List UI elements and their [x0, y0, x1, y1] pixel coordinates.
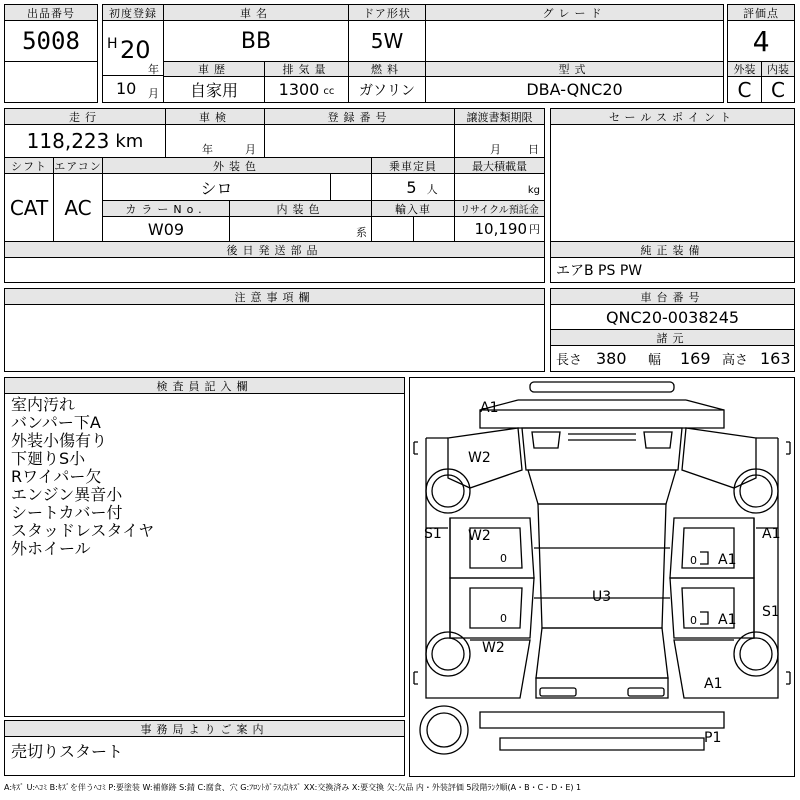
inspector-note-line: 外ホイール [11, 539, 91, 558]
car-name-label: 車名 [163, 4, 349, 21]
inspector-note-line: 外装小傷有り [11, 431, 108, 450]
legend-line: A:ｷｽﾞ U:ﾍｺﾐ B:ｷｽﾞを伴うﾍｺﾐ P:要塗装 W:補修跡 S:錆 C:腐食、穴 G:ﾌﾛﾝﾄｶﾞﾗｽ点ｷｽﾞ XX:交換済み X:要交換 欠:欠品 内・外装評価 5段階ﾗﾝｸ順(A・B・C・D・E) 1 [4, 783, 582, 792]
notes [4, 304, 545, 372]
grade-label: グレード [425, 4, 724, 21]
inspector-notes [4, 393, 405, 717]
registration-number [264, 124, 455, 158]
shift-label: シフト [4, 157, 54, 174]
import-label: 輸入車 [371, 200, 455, 217]
deferred-parts-label: 後日発送部品 [4, 241, 545, 258]
damage-mark-a1-right-low: A1 [718, 612, 737, 628]
damage-mark-zero-right-a: 0 [690, 554, 697, 567]
inspector-notes-label: 検査員記入欄 [4, 377, 405, 394]
lot-number: 5008 [4, 20, 98, 62]
exterior-color-label: 外装色 [102, 157, 372, 174]
car-name: BB [163, 20, 349, 62]
sales-points-label: セールスポイント [550, 108, 795, 125]
color-number-label: カラーNo. [102, 200, 230, 217]
damage-mark-a1-front: A1 [480, 400, 499, 416]
aircon: AC [53, 173, 103, 242]
era-code: H [107, 36, 118, 52]
displacement: 1300 [278, 80, 320, 99]
color-number: W09 [102, 216, 230, 242]
door-type: 5W [348, 20, 426, 62]
equipment: エアB PS PW [556, 263, 643, 279]
deferred-parts [4, 257, 545, 283]
registration-number-label: 登録番号 [264, 108, 455, 125]
registration-month: 10 [116, 79, 137, 98]
office-notice-text: 売切りスタート [11, 742, 124, 761]
mileage-label: 走行 [4, 108, 166, 125]
dimensions-cell [550, 345, 795, 372]
damage-mark-zero-left-a: 0 [500, 552, 507, 565]
damage-mark-zero-right-b: 0 [690, 614, 697, 627]
model-code: DBA-QNC20 [425, 76, 724, 103]
damage-mark-a1-rear: A1 [704, 676, 723, 692]
inspection-month-unit: 月 [245, 143, 256, 156]
inspection-year-unit: 年 [202, 143, 213, 156]
inspector-note-line: シートカバー付 [11, 503, 123, 522]
height: 163 [760, 349, 791, 368]
registration-year: 20 [120, 36, 151, 64]
mileage: 118,223 [26, 129, 110, 153]
recycle-deposit-cell [454, 216, 545, 242]
damage-mark-s1-right: S1 [762, 604, 780, 620]
inspection-label: 車検 [165, 108, 265, 125]
max-load-label: 最大積載量 [454, 157, 545, 174]
sales-points [550, 124, 795, 242]
equipment-label: 純正装備 [550, 241, 795, 258]
displacement-cell [264, 76, 349, 103]
exterior-color: シロ [102, 173, 331, 201]
capacity-unit: 人 [426, 183, 438, 196]
office-notice-label: 事務局よりご案内 [4, 720, 405, 737]
damage-mark-a1-right-mid: A1 [718, 552, 737, 568]
transfer-day-unit: 日 [528, 143, 539, 156]
recycle-deposit: 10,190 [474, 220, 527, 238]
exterior-color-extra [330, 173, 372, 201]
recycle-deposit-unit: 円 [529, 223, 540, 236]
mileage-unit: km [115, 130, 144, 152]
import-cell-b [413, 216, 455, 242]
length-label: 長さ [556, 353, 583, 368]
damage-mark-w2-door: W2 [468, 528, 491, 544]
score: 4 [727, 20, 795, 62]
exterior-grade: C [727, 76, 762, 103]
grade [425, 20, 724, 62]
width-label: 幅 [648, 353, 662, 368]
score-label: 評価点 [727, 4, 795, 21]
chassis-number: QNC20-0038245 [550, 304, 795, 330]
history-label: 車歴 [163, 61, 265, 77]
door-type-label: ドア形状 [348, 4, 426, 21]
inspector-note-line: エンジン異音小 [11, 485, 123, 504]
lot-number-label: 出品番号 [4, 4, 98, 21]
first-registration-label: 初度登録 [102, 4, 164, 21]
interior-color-label: 内装色 [229, 200, 372, 217]
interior-grade: C [761, 76, 795, 103]
equipment-cell [550, 257, 795, 283]
mileage-cell [4, 124, 166, 158]
damage-mark-p1-rear: P1 [704, 730, 722, 746]
model-label: 型式 [425, 61, 724, 77]
inspector-note-line: Rワイパー欠 [11, 467, 102, 486]
fuel-label: 燃料 [348, 61, 426, 77]
recycle-deposit-label: リサイクル預託金 [454, 200, 545, 217]
lot-number-blank [4, 61, 98, 103]
transfer-month-unit: 月 [490, 143, 501, 156]
dimensions-label: 諸元 [550, 329, 795, 346]
car-outline-drawing [410, 378, 794, 776]
height-label: 高さ [722, 353, 749, 368]
transfer-deadline-label: 譲渡書類期限 [454, 108, 545, 125]
damage-mark-w2-hood: W2 [468, 450, 491, 466]
notes-label: 注意事項欄 [4, 288, 545, 305]
import-cell-a [371, 216, 414, 242]
damage-mark-w2-rear: W2 [482, 640, 505, 656]
interior-color-cell [229, 216, 372, 242]
month-unit: 月 [148, 87, 159, 100]
damage-mark-zero-left-b: 0 [500, 612, 507, 625]
interior-color-unit: 系 [356, 226, 367, 239]
chassis-number-label: 車台番号 [550, 288, 795, 305]
damage-mark-u3-roof: U3 [592, 589, 612, 605]
inspector-note-line: スタッドレスタイヤ [11, 521, 155, 540]
capacity: 5 [406, 177, 417, 197]
aircon-label: エアコン [53, 157, 103, 174]
interior-grade-label: 内装 [761, 61, 795, 77]
displacement-label: 排気量 [264, 61, 349, 77]
damage-mark-a1-right-top: A1 [762, 526, 781, 542]
max-load-unit: kg [527, 184, 540, 196]
history: 自家用 [163, 76, 265, 103]
max-load-cell [454, 173, 545, 201]
inspector-note-line: 下廻りS小 [11, 449, 86, 468]
width: 169 [680, 349, 711, 368]
length: 380 [596, 349, 627, 368]
office-notice [4, 736, 405, 776]
fuel: ガソリン [348, 76, 426, 103]
displacement-unit: cc [323, 86, 335, 97]
inspector-note-line: バンパー下A [11, 413, 101, 432]
damage-diagram [409, 377, 795, 777]
damage-mark-s1-left: S1 [424, 526, 442, 542]
year-unit: 年 [148, 63, 159, 76]
capacity-label: 乗車定員 [371, 157, 455, 174]
capacity-cell [371, 173, 455, 201]
shift: CAT [4, 173, 54, 242]
exterior-grade-label: 外装 [727, 61, 762, 77]
inspector-note-line: 室内汚れ [11, 395, 76, 414]
